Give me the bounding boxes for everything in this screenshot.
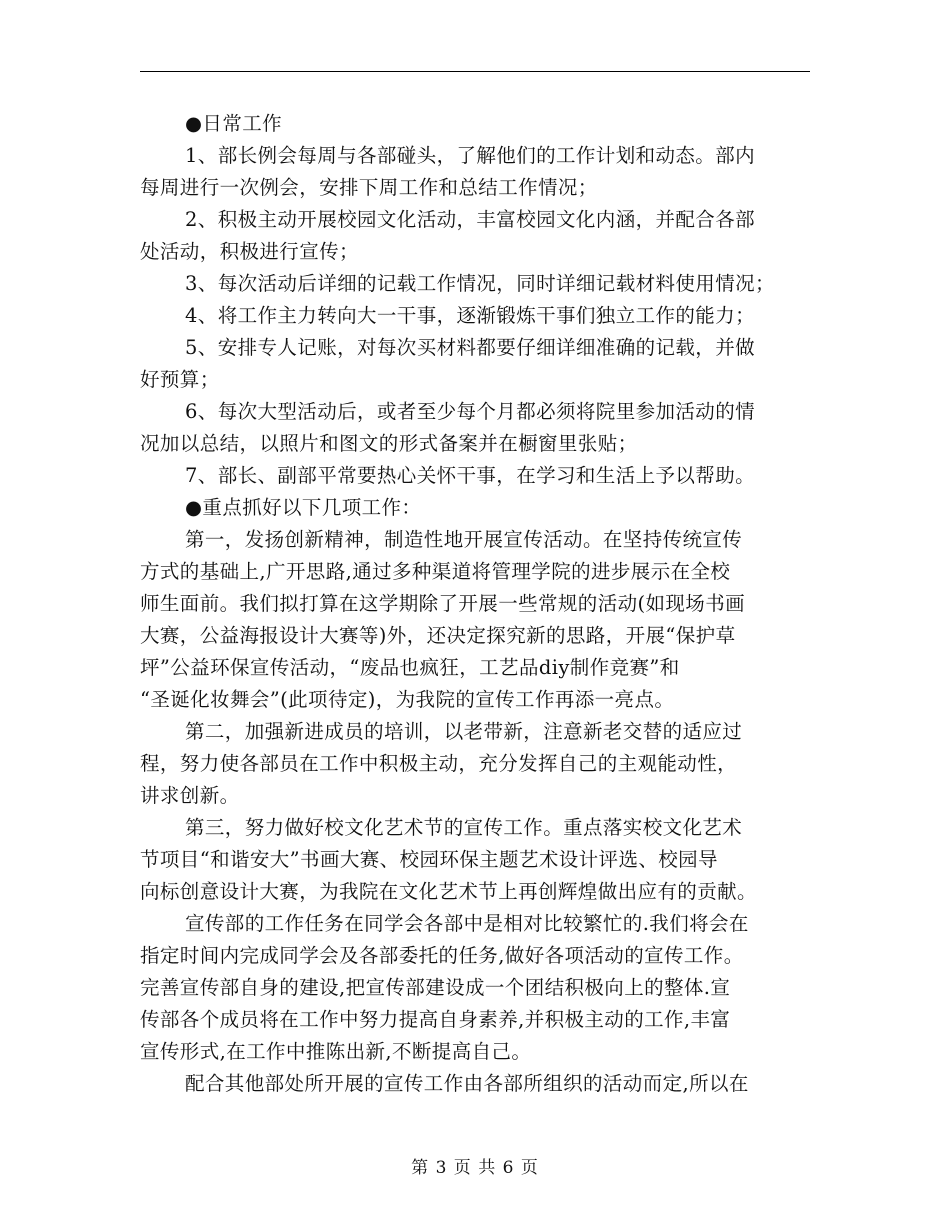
paragraph-line: 5、安排专人记账，对每次买材料都要仔细详细准确的记载，并做: [185, 336, 756, 359]
paragraph-line: 第二，加强新进成员的培训，以老带新，注意新老交替的适应过: [185, 720, 743, 743]
paragraph-line: 坪”公益环保宣传活动，“废品也疯狂，工艺品diy制作竞赛”和: [140, 656, 680, 679]
paragraph-line: 第一，发扬创新精神，制造性地开展宣传活动。在坚持传统宣传: [185, 528, 743, 551]
paragraph-line: 处活动，积极进行宣传；: [140, 240, 359, 263]
paragraph-line: 宣传部的工作任务在同学会各部中是相对比较繁忙的.我们将会在: [185, 912, 749, 935]
paragraph-line: 6、每次大型活动后，或者至少每个月都必须将院里参加活动的情: [185, 400, 756, 423]
paragraph-line: 配合其他部处所开展的宣传工作由各部所组织的活动而定,所以在: [185, 1072, 749, 1095]
paragraph-line: 向标创意设计大赛，为我院在文化艺术节上再创辉煌做出应有的贡献。: [140, 880, 757, 903]
paragraph-line: “圣诞化妆舞会”(此项待定)，为我院的宣传工作再添一亮点。: [140, 688, 675, 711]
paragraph-line: 程，努力使各部员在工作中积极主动，充分发挥自己的主观能动性，: [140, 752, 738, 775]
paragraph-line: 好预算；: [140, 368, 220, 391]
paragraph-line: 2、积极主动开展校园文化活动，丰富校园文化内涵，并配合各部: [185, 208, 756, 231]
paragraph-line: 师生面前。我们拟打算在这学期除了开展一些常规的活动(如现场书画: [140, 592, 746, 615]
paragraph-line: 方式的基础上,广开思路,通过多种渠道将管理学院的进步展示在全校: [140, 560, 731, 583]
paragraph-line: 第三，努力做好校文化艺术节的宣传工作。重点落实校文化艺术: [185, 816, 743, 839]
paragraph-line: 大赛，公益海报设计大赛等)外，还决定探究新的思路，开展“保护草: [140, 624, 736, 647]
paragraph-line: 完善宣传部自身的建设,把宣传部建设成一个团结积极向上的整体.宣: [140, 976, 731, 999]
section-heading: ●日常工作: [185, 112, 283, 135]
paragraph-line: 1、部长例会每周与各部碰头，了解他们的工作计划和动态。部内: [185, 144, 756, 167]
paragraph-line: 指定时间内完成同学会及各部委托的任务,做好各项活动的宣传工作。: [140, 944, 744, 967]
paragraph-line: 每周进行一次例会，安排下周工作和总结工作情况；: [140, 176, 598, 199]
paragraph-line: 宣传形式,在工作中推陈出新,不断提高自己。: [140, 1040, 532, 1063]
paragraph-line: 讲求创新。: [140, 784, 240, 807]
paragraph-line: 4、将工作主力转向大一干事，逐渐锻炼干事们独立工作的能力；: [185, 304, 756, 327]
page-number: 第 3 页 共 6 页: [411, 1158, 539, 1178]
paragraph-line: 节项目“和谐安大”书画大赛、校园环保主题艺术设计评选、校园导: [140, 848, 718, 871]
section-heading: ●重点抓好以下几项工作：: [185, 496, 422, 519]
header-rule: [140, 71, 810, 72]
paragraph-line: 传部各个成员将在工作中努力提高自身素养,并积极主动的工作,丰富: [140, 1008, 731, 1031]
paragraph-line: 况加以总结，以照片和图文的形式备案并在橱窗里张贴；: [140, 432, 638, 455]
paragraph-line: 7、部长、副部平常要热心关怀干事，在学习和生活上予以帮助。: [185, 464, 756, 487]
paragraph-line: 3、每次活动后详细的记载工作情况，同时详细记载材料使用情况；: [185, 272, 775, 295]
